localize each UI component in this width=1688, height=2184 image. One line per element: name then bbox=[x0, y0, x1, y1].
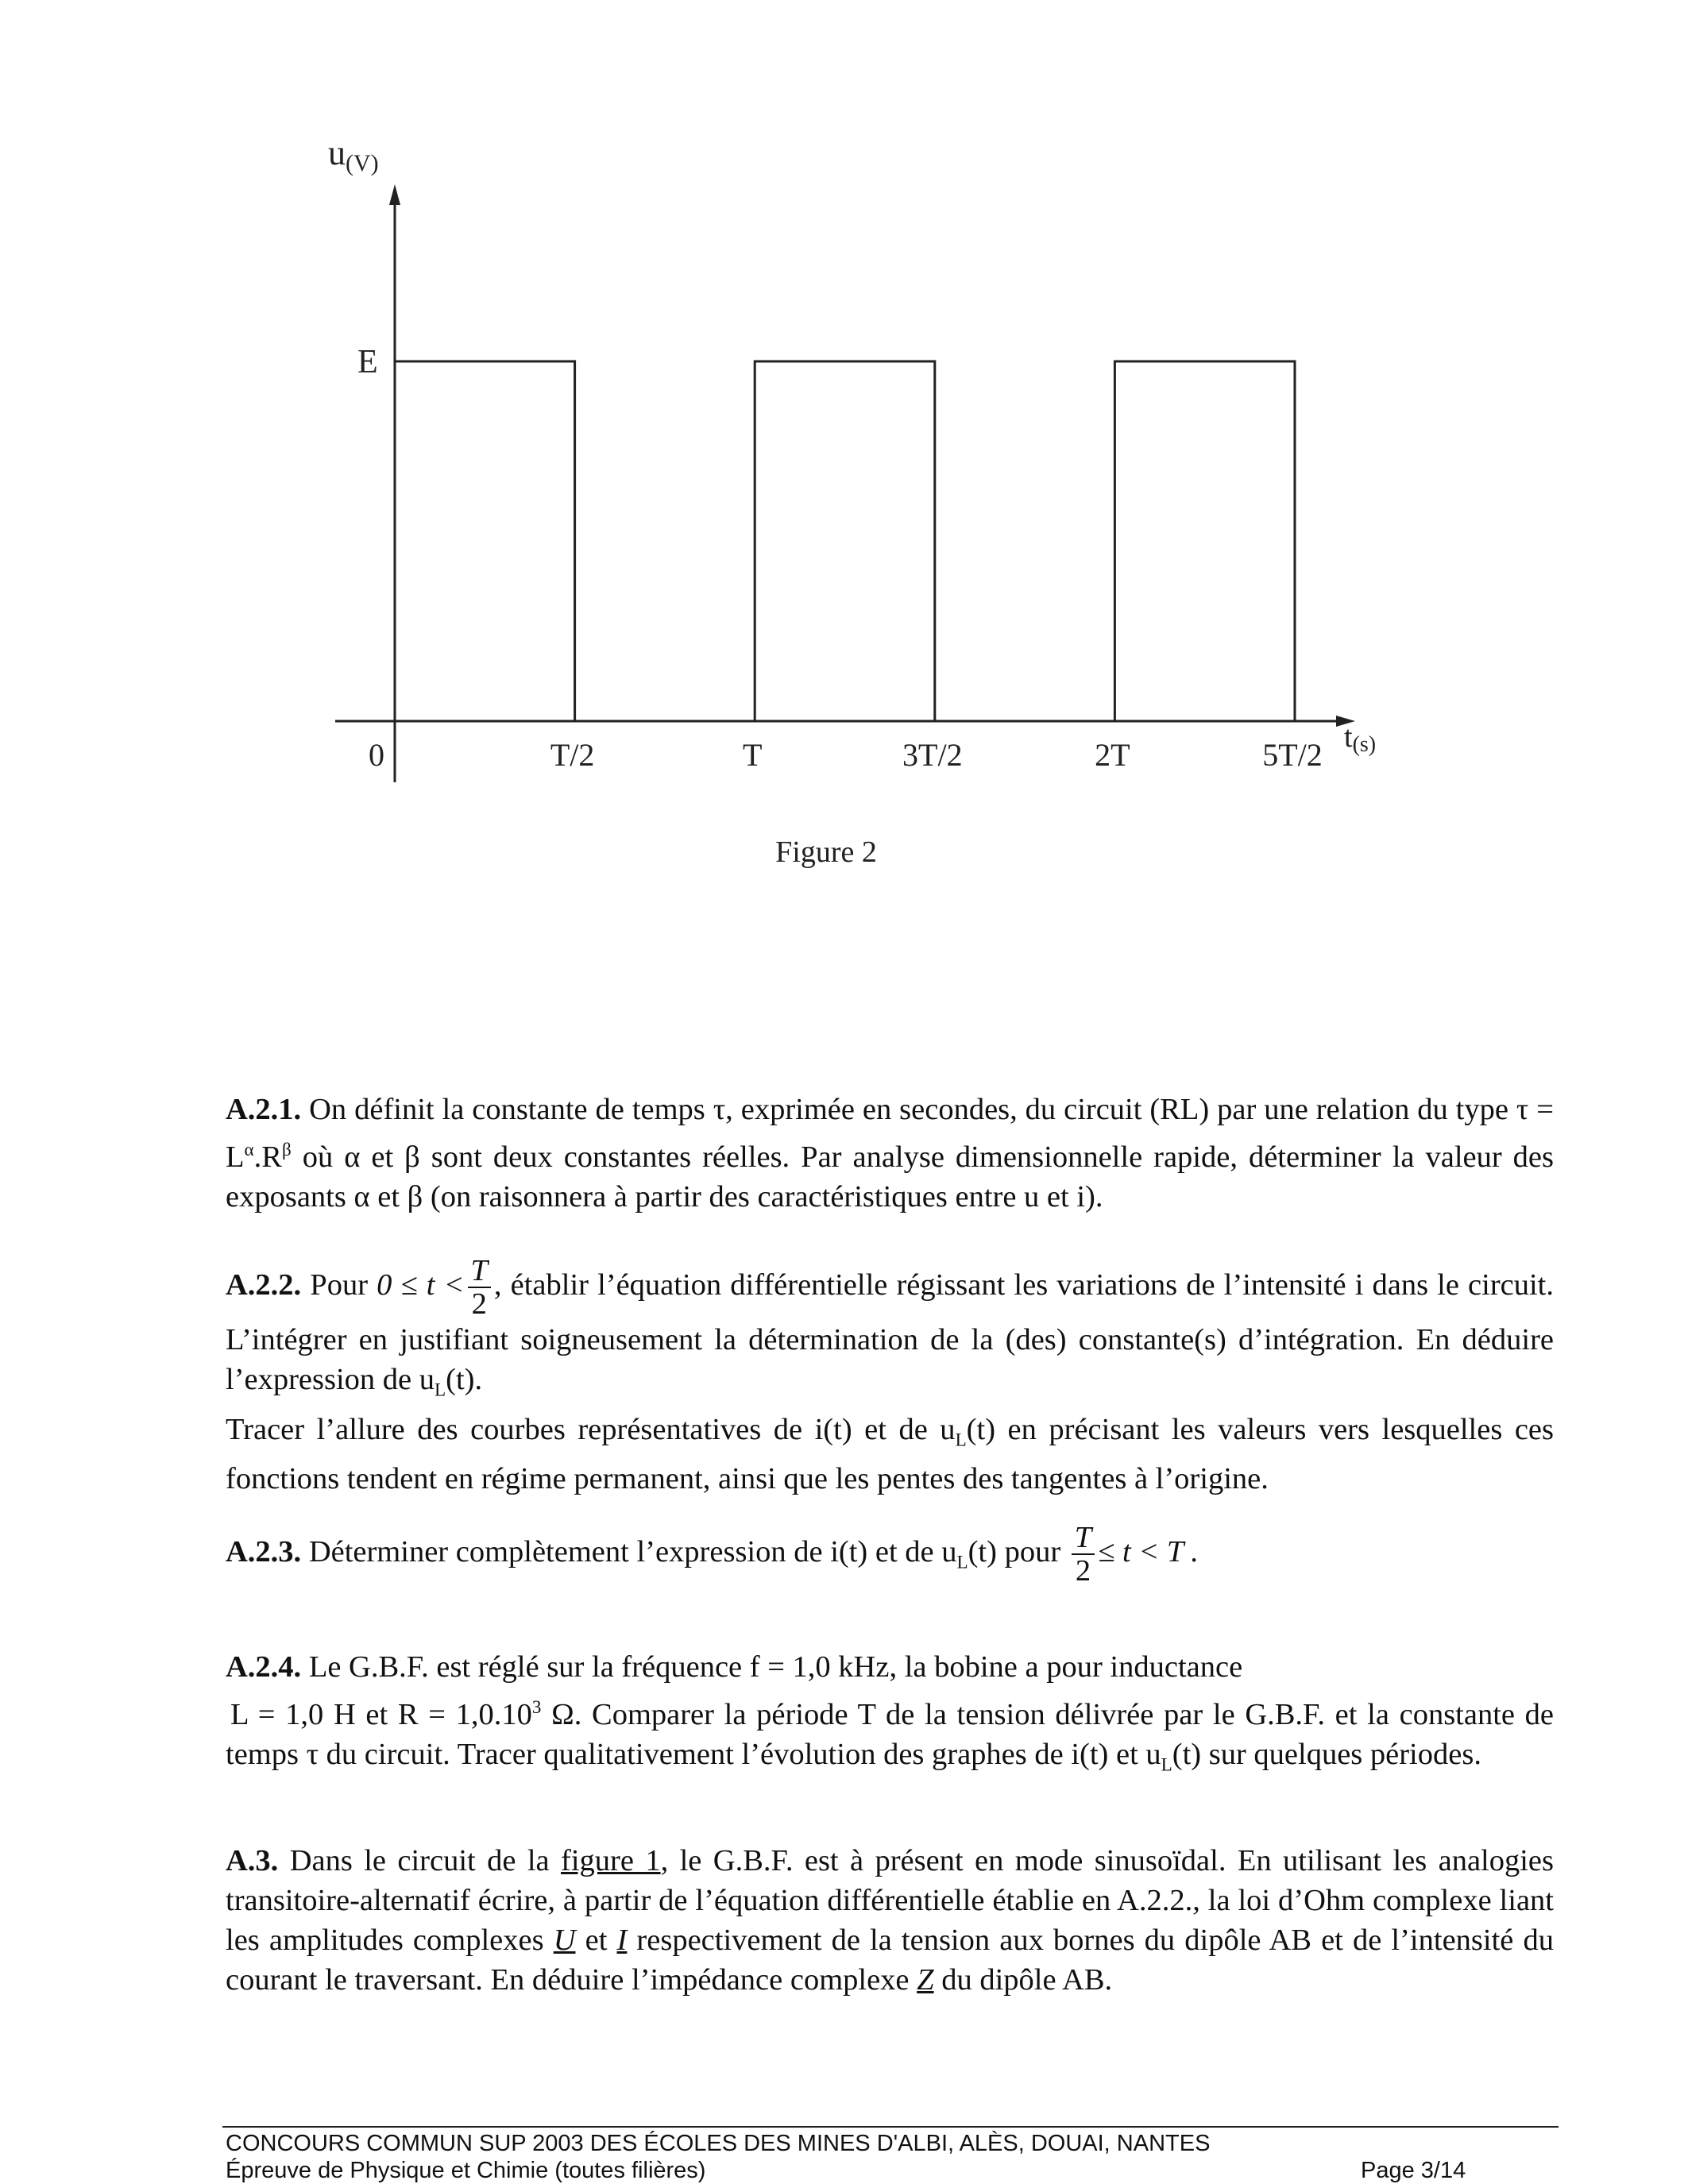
question-label: A.3. bbox=[226, 1844, 279, 1877]
question-a21 bbox=[226, 1090, 1554, 1217]
question-text: Ω. Comparer la période T de la tension délivrée par le G.B.F. et la constante de temps τ du circuit. Tracer qualitativement l’évolution des graphes de i(t) et u bbox=[226, 1697, 1555, 1771]
figure-1-reference[interactable]: figure 1 bbox=[561, 1844, 661, 1877]
exponent-beta: β bbox=[281, 1139, 292, 1160]
question-text: , le G.B.F. est à présent en mode sinusoïdal. En utilisant les analogies transitoire-alternatif écrire, à partir de l’équation différentielle établie en A.2.2., la loi d’Ohm complexe liant les amplitudes complexes bbox=[226, 1844, 1554, 1957]
question-text: Déterminer complètement l’expression de i(t) et de u bbox=[308, 1534, 957, 1569]
x-tick-label: T bbox=[742, 737, 763, 773]
question-text: On définit la constante de temps τ, exprimée en secondes, du circuit (RL) par une relation du type τ = L bbox=[226, 1093, 1555, 1174]
question-label: A.2.1. bbox=[226, 1093, 302, 1126]
x-tick-label: 2T bbox=[1095, 737, 1130, 773]
x-tick-labels bbox=[369, 737, 1323, 773]
question-a22 bbox=[226, 1255, 1554, 1499]
figure-2-chart bbox=[0, 0, 1688, 953]
question-text: et bbox=[575, 1924, 617, 1957]
question-text: respectivement de la tension aux bornes du dipôle AB et de l’intensité du courant le traversant. En déduire l’impédance complexe bbox=[226, 1924, 1554, 1997]
inequality: 0 ≤ t < bbox=[377, 1268, 465, 1302]
question-a24 bbox=[226, 1647, 1554, 1785]
question-label: A.2.3. bbox=[226, 1534, 302, 1569]
x-tick-label: 3T/2 bbox=[902, 737, 963, 773]
page-number: Page 3/14 bbox=[1361, 2158, 1466, 2183]
y-axis-arrow bbox=[389, 184, 400, 205]
question-text: (t) sur quelques périodes. bbox=[1172, 1737, 1481, 1771]
subscript-l: L bbox=[435, 1379, 446, 1400]
question-text: Pour bbox=[310, 1268, 369, 1302]
x-axis-label: t(s) bbox=[1344, 720, 1377, 757]
complex-i: I bbox=[616, 1924, 628, 1957]
exponent: 3 bbox=[531, 1696, 542, 1717]
question-text: (t) pour bbox=[968, 1534, 1061, 1569]
question-text: , établir l’équation différentielle régissant les variations de l’intensité i dans le circuit. L’intégrer en justifiant soigneusement la détermination de la (des) constante(s) d’intégration. En déduire l’expression de u bbox=[226, 1268, 1555, 1396]
y-axis-label: u(V) bbox=[328, 133, 379, 176]
question-text: (t). bbox=[446, 1363, 483, 1396]
footer-rule bbox=[222, 2126, 1559, 2128]
question-label: A.2.2. bbox=[226, 1268, 302, 1302]
question-a3 bbox=[226, 1841, 1554, 2000]
inequality: ≤ t < T . bbox=[1098, 1534, 1199, 1569]
subscript-l: L bbox=[955, 1429, 967, 1450]
figure-caption: Figure 2 bbox=[775, 835, 877, 869]
question-text: Tracer l’allure des courbes représentatives de i(t) et de u bbox=[226, 1412, 956, 1446]
question-text: (t) en précisant les valeurs vers lesquelles ces fonctions tendent en régime permanent, ainsi que les pentes des tangentes à l’origine. bbox=[226, 1412, 1554, 1496]
fraction-t-over-2: $\frac{T}{2}$ bbox=[468, 1255, 491, 1320]
y-tick-label: E bbox=[357, 344, 378, 380]
signal-series bbox=[395, 361, 1295, 721]
square-wave-line bbox=[395, 361, 1295, 721]
fraction-t-over-2: $\frac{T}{2}$ bbox=[1072, 1522, 1095, 1587]
x-tick-label: 5T/2 bbox=[1262, 737, 1323, 773]
question-a23 bbox=[226, 1522, 1554, 1587]
complex-u: U bbox=[553, 1924, 576, 1957]
question-label: A.2.4. bbox=[226, 1650, 302, 1684]
x-tick-label: 0 bbox=[369, 737, 384, 773]
question-text: où α et β sont deux constantes réelles. Par analyse dimensionnelle rapide, déterminer la valeur des exposants α et β (on raisonnera à partir des caractéristiques entre u et i). bbox=[226, 1140, 1554, 1214]
question-text: Dans le circuit de la bbox=[289, 1844, 562, 1877]
footer-line-2: Épreuve de Physique et Chimie (toutes filières) bbox=[226, 2158, 706, 2183]
subscript-l: L bbox=[956, 1551, 968, 1572]
question-text: du dipôle AB. bbox=[933, 1963, 1113, 1997]
question-text: L = 1,0 H et R = 1,0.10 bbox=[230, 1697, 532, 1731]
complex-z: Z bbox=[917, 1963, 934, 1997]
footer-line-1: CONCOURS COMMUN SUP 2003 DES ÉCOLES DES MINES D'ALBI, ALÈS, DOUAI, NANTES bbox=[226, 2131, 1211, 2156]
question-text: Le G.B.F. est réglé sur la fréquence f = 1,0 kHz, la bobine a pour inductance bbox=[308, 1650, 1243, 1684]
subscript-l: L bbox=[1161, 1754, 1172, 1775]
x-tick-label: T/2 bbox=[550, 737, 595, 773]
question-text: .R bbox=[253, 1140, 282, 1174]
exponent-alpha: α bbox=[244, 1139, 254, 1160]
